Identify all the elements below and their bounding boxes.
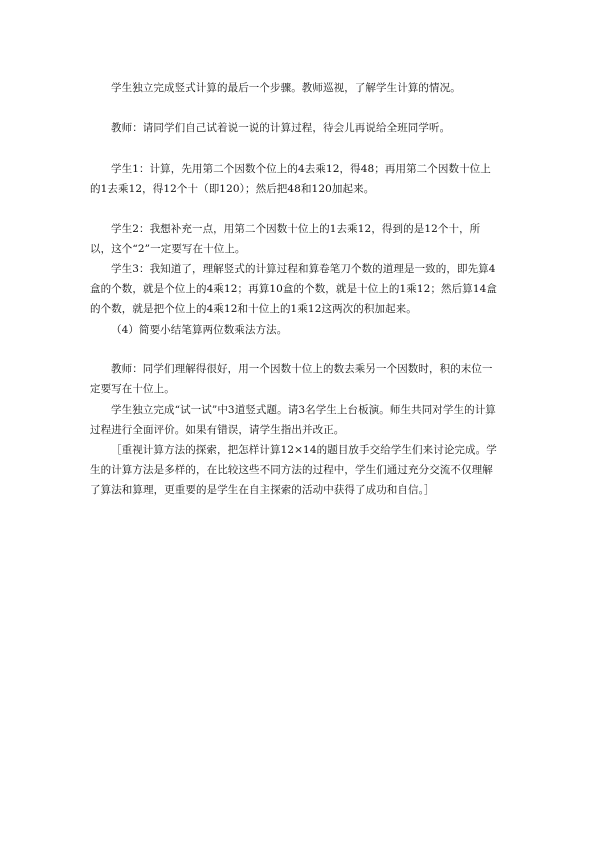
paragraph-8: 学生独立完成“试一试”中3道竖式题。请3名学生上台板演。师生共同对学生的计算过程进行全面评价。如果有错误，请学生指出并改正。 (90, 404, 496, 436)
paragraph-7: 教师：同学们理解得很好，用一个因数十位上的数去乘另一个因数时，积的末位一定要写在十位上。 (90, 363, 493, 395)
paragraph-5: 学生3：我知道了，理解竖式的计算过程和算卷笔刀个数的道理是一致的，即先算4盒的个数，就是个位上的4乘12；再算10盒的个数，就是十位上的1乘12；然后算14盒的个数，就是把个位上的4乘12和十位上的1乘12这两次的积加起来。 (90, 263, 498, 315)
paragraph-1: 学生独立完成竖式计算的最后一个步骤。教师巡视，了解学生计算的情况。 (111, 82, 461, 94)
paragraph-4: 学生2：我想补充一点，用第二个因数十位上的1去乘12，得到的是12个十，所以，这个“2”一定要写在十位上。 (90, 223, 481, 255)
paragraph-3: 学生1：计算，先用第二个因数个位上的4去乘12，得48；再用第二个因数十位上的1去乘12，得12个十（即120）；然后把48和120加起来。 (90, 163, 491, 195)
paragraph-9: ［重视计算方法的探索，把怎样计算12×14的题目放手交给学生们来讨论完成。学生的计算方法是多样的，在比较这些不同方法的过程中，学生们通过充分交流不仅理解了算法和算理，更重要的是学生在自主探索的活动中获得了成功和自信。］ (90, 444, 497, 496)
paragraph-6: （4）简要小结笔算两位数乘法方法。 (111, 324, 288, 336)
paragraph-2: 教师：请同学们自己试着说一说的计算过程，待会儿再说给全班同学听。 (111, 122, 451, 134)
